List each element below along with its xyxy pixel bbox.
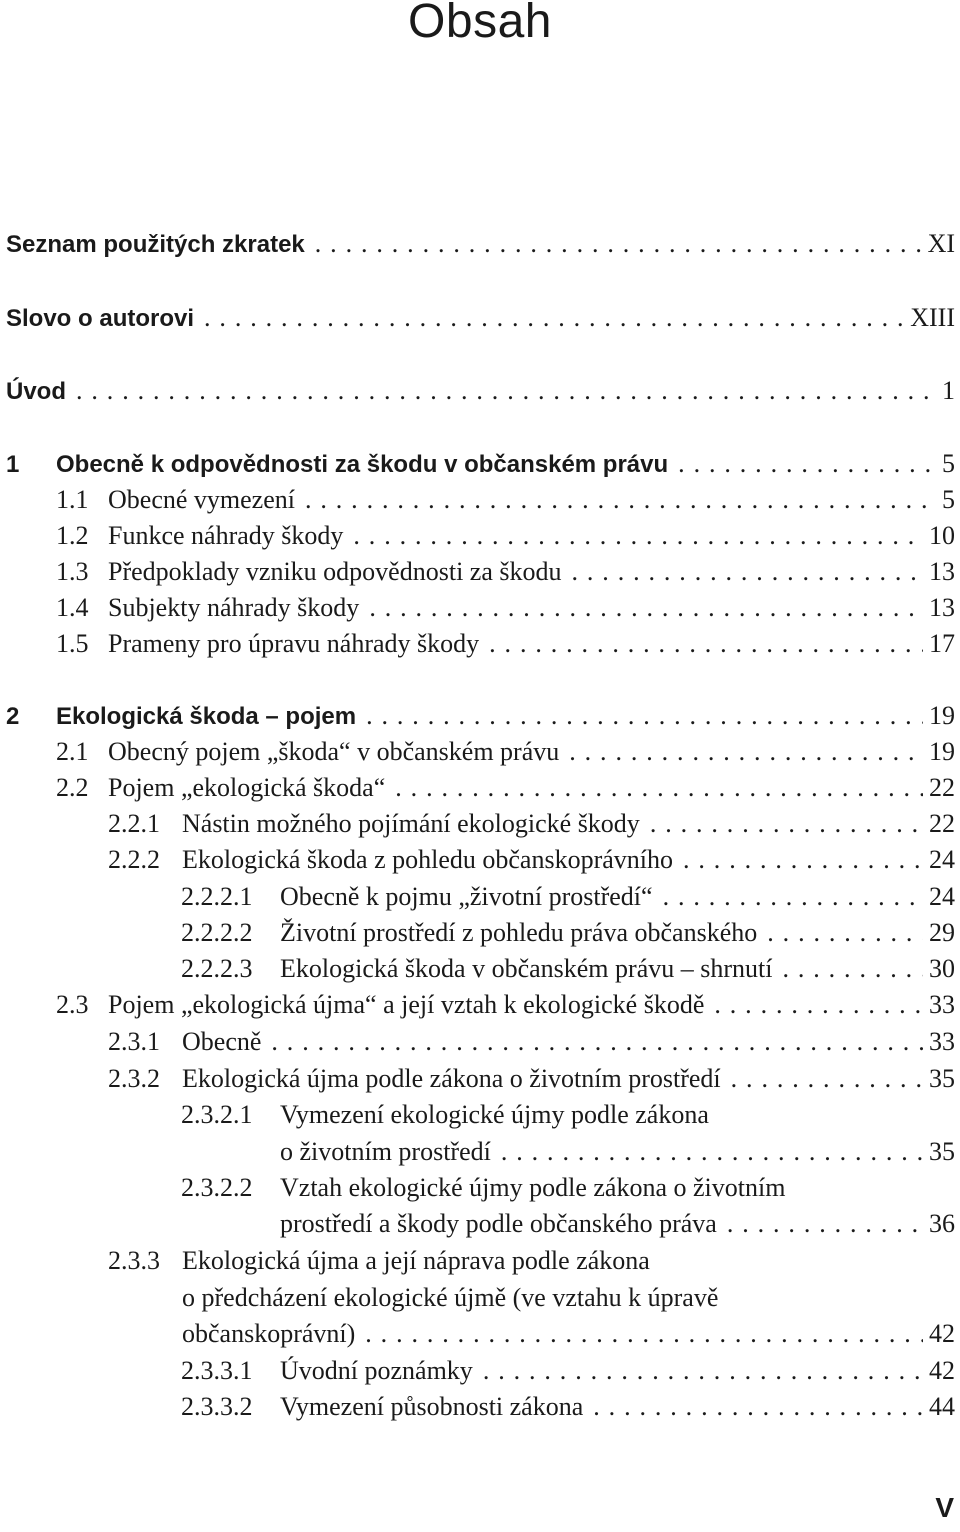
- entry-number: 2.3.3: [108, 1246, 160, 1275]
- page-title: Obsah: [408, 0, 552, 48]
- entry-number: 2.3.2: [108, 1064, 160, 1093]
- toc-entry-2-3-3-2[interactable]: [181, 1392, 955, 1428]
- dot-leader: [353, 521, 923, 551]
- entry-title-line-1: Vztah ekologické újmy podle zákona o životním: [280, 1173, 786, 1202]
- entry-title: Nástin možného pojímání ekologické škody: [182, 809, 640, 838]
- dot-leader: [731, 1064, 923, 1094]
- entry-title: Ekologická škoda – pojem: [56, 703, 357, 730]
- entry-page: 13: [929, 593, 955, 622]
- dot-leader: [782, 954, 923, 984]
- entry-title: Předpoklady vzniku odpovědnosti za škodu: [108, 557, 562, 586]
- dot-leader: [663, 882, 923, 912]
- entry-page: 24: [929, 882, 955, 911]
- entry-title: Slovo o autorovi: [6, 305, 195, 332]
- dot-leader: [683, 845, 923, 875]
- toc-entry-abbreviations[interactable]: [6, 229, 955, 265]
- entry-number: 2.2.2: [108, 845, 160, 874]
- toc-entry-2-3-3-cont-2[interactable]: [182, 1319, 955, 1355]
- toc-entry-2-3[interactable]: [56, 990, 955, 1026]
- entry-number: 1.2: [56, 521, 89, 550]
- entry-title: Vymezení působnosti zákona: [280, 1392, 584, 1421]
- entry-page: XIII: [910, 303, 955, 332]
- entry-number: 2.2.1: [108, 809, 160, 838]
- entry-title: Seznam použitých zkratek: [6, 231, 305, 258]
- entry-page: 19: [929, 701, 955, 730]
- dot-leader: [483, 1356, 923, 1386]
- entry-title: Obecně k odpovědnosti za škodu v občanském právu: [56, 451, 669, 478]
- entry-number: 2.2.2.2: [181, 918, 253, 947]
- entry-page: 44: [929, 1392, 955, 1421]
- toc-entry-1-4[interactable]: [56, 593, 955, 629]
- entry-page: 42: [929, 1356, 955, 1385]
- entry-page: 5: [942, 485, 955, 514]
- toc-entry-2-2-1[interactable]: [108, 809, 955, 845]
- toc-entry-2-1[interactable]: [56, 737, 955, 773]
- toc-entry-2-2-2-1[interactable]: [181, 882, 955, 918]
- entry-title-line-3: občanskoprávní): [182, 1319, 356, 1348]
- entry-title: Prameny pro úpravu náhrady škody: [108, 629, 480, 658]
- toc-entry-2-2[interactable]: [56, 773, 955, 809]
- page-number: V: [935, 1492, 954, 1523]
- entry-number: 1.3: [56, 557, 89, 586]
- entry-title: Obecné vymezení: [108, 485, 295, 514]
- dot-leader: [593, 1392, 923, 1422]
- toc-entry-2-3-2-2[interactable]: [181, 1173, 955, 1209]
- entry-page: 1: [942, 376, 955, 405]
- toc-entry-introduction[interactable]: [6, 376, 955, 412]
- dot-leader: [76, 376, 936, 406]
- entry-page: 29: [929, 918, 955, 947]
- dot-leader: [204, 303, 904, 333]
- entry-number: 2.3.1: [108, 1027, 160, 1056]
- entry-page: 35: [929, 1064, 955, 1093]
- entry-number: 1.4: [56, 593, 89, 622]
- dot-leader: [727, 1209, 923, 1239]
- dot-leader: [489, 629, 923, 659]
- entry-number: 2: [6, 703, 20, 730]
- toc-entry-2-3-2[interactable]: [108, 1064, 955, 1100]
- entry-title-line-1: Ekologická újma a její náprava podle zákona: [182, 1246, 650, 1275]
- toc-entry-2-3-2-1-cont[interactable]: [280, 1137, 955, 1173]
- entry-title: Úvodní poznámky: [280, 1356, 473, 1385]
- entry-number: 1: [6, 451, 20, 478]
- toc-entry-chapter-2[interactable]: [6, 701, 955, 737]
- dot-leader: [569, 737, 923, 767]
- toc-entry-2-3-3-cont-1[interactable]: [182, 1283, 955, 1319]
- dot-leader: [678, 449, 936, 479]
- dot-leader: [366, 701, 923, 731]
- entry-title: Obecný pojem „škoda“ v občanském právu: [108, 737, 560, 766]
- entry-number: 2.3.3.2: [181, 1392, 253, 1421]
- entry-title: Ekologická škoda v občanském právu – shrnutí: [280, 954, 773, 983]
- toc-entry-2-2-2-2[interactable]: [181, 918, 955, 954]
- entry-number: 2.2: [56, 773, 89, 802]
- entry-page: 17: [929, 629, 955, 658]
- entry-number: 2.2.2.1: [181, 882, 253, 911]
- toc-entry-2-2-2-3[interactable]: [181, 954, 955, 990]
- dot-leader: [395, 773, 923, 803]
- entry-page: 10: [929, 521, 955, 550]
- entry-page: 35: [929, 1137, 955, 1166]
- dot-leader: [501, 1137, 923, 1167]
- entry-page: 5: [942, 449, 955, 478]
- entry-title: Pojem „ekologická škoda“: [108, 773, 386, 802]
- toc-entry-1-1[interactable]: [56, 485, 955, 521]
- toc-entry-2-3-2-2-cont[interactable]: [280, 1209, 955, 1245]
- dot-leader: [365, 1319, 923, 1349]
- entry-page: 22: [929, 773, 955, 802]
- entry-number: 2.3.2.2: [181, 1173, 253, 1202]
- entry-title: Obecně k pojmu „životní prostředí“: [280, 882, 653, 911]
- entry-title-line-2: o životním prostředí: [280, 1137, 491, 1166]
- entry-title-line-2: o předcházení ekologické újmě (ve vztahu k úpravě: [182, 1283, 719, 1312]
- entry-page: 33: [929, 990, 955, 1019]
- entry-number: 1.5: [56, 629, 89, 658]
- dot-leader: [369, 593, 923, 623]
- dot-leader: [767, 918, 923, 948]
- toc-entry-1-2[interactable]: [56, 521, 955, 557]
- entry-page: 42: [929, 1319, 955, 1348]
- entry-page: 13: [929, 557, 955, 586]
- entry-number: 2.2.2.3: [181, 954, 253, 983]
- entry-page: 19: [929, 737, 955, 766]
- entry-page: 36: [929, 1209, 955, 1238]
- dot-leader: [271, 1027, 923, 1057]
- dot-leader: [315, 229, 922, 259]
- dot-leader: [305, 485, 936, 515]
- entry-title: Ekologická újma podle zákona o životním prostředí: [182, 1064, 721, 1093]
- dot-leader: [572, 557, 924, 587]
- entry-page: 24: [929, 845, 955, 874]
- toc-entry-1-5[interactable]: [56, 629, 955, 665]
- entry-title: Funkce náhrady škody: [108, 521, 344, 550]
- entry-title: Ekologická škoda z pohledu občanskoprávního: [182, 845, 673, 874]
- entry-page: 30: [929, 954, 955, 983]
- entry-title: Obecně: [182, 1027, 262, 1056]
- toc-entry-2-3-1[interactable]: [108, 1027, 955, 1063]
- toc-entry-2-3-3[interactable]: [108, 1246, 955, 1282]
- toc-entry-2-3-2-1[interactable]: [181, 1100, 955, 1136]
- entry-number: 1.1: [56, 485, 89, 514]
- entry-page: 33: [929, 1027, 955, 1056]
- entry-title-line-1: Vymezení ekologické újmy podle zákona: [280, 1100, 709, 1129]
- dot-leader: [714, 990, 923, 1020]
- entry-page: 22: [929, 809, 955, 838]
- toc-entry-about-author[interactable]: [6, 303, 955, 339]
- entry-number: 2.1: [56, 737, 89, 766]
- entry-title: Životní prostředí z pohledu práva občanského: [280, 918, 758, 947]
- entry-title-line-2: prostředí a škody podle občanského práva: [280, 1209, 717, 1238]
- entry-title: Subjekty náhrady škody: [108, 593, 360, 622]
- toc-entry-2-2-2[interactable]: [108, 845, 955, 881]
- entry-number: 2.3: [56, 990, 89, 1019]
- dot-leader: [650, 809, 923, 839]
- entry-number: 2.3.2.1: [181, 1100, 253, 1129]
- entry-number: 2.3.3.1: [181, 1356, 253, 1385]
- entry-title: Úvod: [6, 378, 66, 405]
- entry-title: Pojem „ekologická újma“ a její vztah k ekologické škodě: [108, 990, 705, 1019]
- entry-page: XI: [927, 229, 955, 258]
- toc-entry-2-3-3-1[interactable]: [181, 1356, 955, 1392]
- toc-entry-1-3[interactable]: [56, 557, 955, 593]
- toc-entry-chapter-1[interactable]: [6, 449, 955, 485]
